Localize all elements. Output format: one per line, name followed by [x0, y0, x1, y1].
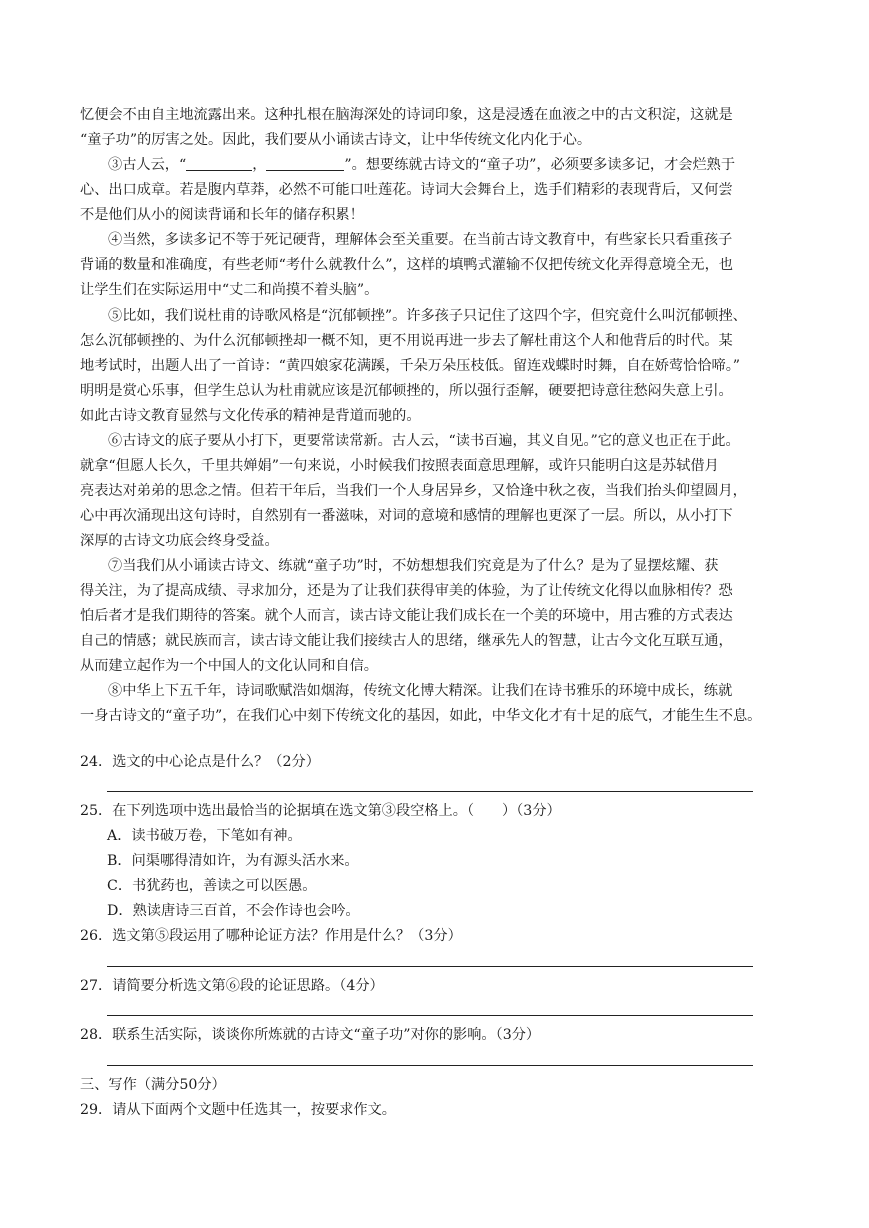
passage-line: 怕后者才是我们期待的答案。就个人而言，读古诗文能让我们成长在一个美的环境中，用古雅的方式表达 — [80, 608, 733, 624]
answer-line-27[interactable] — [107, 1015, 753, 1016]
passage-line: 如此古诗文教育显然与文化传承的精神是背道而驰的。 — [80, 408, 421, 424]
passage-line: ⑥古诗文的底子要从小打下，更要常读常新。古人云，“读书百遍，其义自见。”它的意义也正在于此。 — [108, 433, 740, 449]
passage-text: ③古人云，“ — [108, 157, 187, 173]
passage-line: 从而建立起作为一个中国人的文化认同和自信。 — [80, 658, 378, 674]
section-title-writing: 三、写作（满分50分） — [80, 1077, 226, 1093]
passage-line: 自己的情感；就民族而言，读古诗文能让我们接续古人的思绪，继承先人的智慧，让古今文化互联互通， — [80, 633, 733, 649]
passage-line: 不是他们从小的阅读背诵和长年的储存积累！ — [80, 207, 364, 223]
option-c: C．书犹药也，善读之可以医愚。 — [107, 878, 317, 894]
passage-text: ”。想要练就古诗文的“童子功”，必须要多读多记，才会烂熟于 — [344, 157, 736, 173]
passage-line: 就拿“但愿人长久，千里共婵娟”一句来说，小时候我们按照表面意思理解，或许只能明白这是苏轼借月 — [80, 458, 719, 474]
passage-line: 让学生们在实际运用中“丈二和尚摸不着头脑”。 — [80, 282, 379, 298]
passage-line: 怎么沉郁顿挫的、为什么沉郁顿挫却一概不知，更不用说再进一步去了解杜甫这个人和他背后的时代。某 — [80, 333, 733, 349]
question-24: 24．选文的中心论点是什么？（2分） — [80, 754, 320, 770]
option-a: A．读书破万卷，下笔如有神。 — [107, 828, 302, 844]
fill-blank-2[interactable] — [266, 155, 344, 171]
option-d: D．熟读唐诗三百首，不会作诗也会吟。 — [107, 903, 360, 919]
passage-line: 深厚的古诗文功底会终身受益。 — [80, 533, 279, 549]
passage-line: 背诵的数量和准确度，有些老师“考什么就教什么”，这样的填鸭式灌输不仅把传统文化弄得意境全无，也 — [80, 257, 733, 273]
question-25 — [80, 801, 790, 823]
passage-line: “童子功”的厉害之处。因此，我们要从小诵读古诗文，让中华传统文化内化于心。 — [80, 132, 592, 148]
passage-line: 心、出口成章。若是腹内草莽，必然不可能口吐莲花。诗词大会舞台上，选手们精彩的表现背后，又何尝 — [80, 182, 733, 198]
passage-text: ， — [252, 157, 267, 173]
question-29: 29．请从下面两个文题中任选其一，按要求作文。 — [80, 1102, 396, 1118]
passage-line: ⑦当我们从小诵读古诗文、练就“童子功”时，不妨想想我们究竟是为了什么？是为了显摆炫耀、获 — [108, 558, 719, 574]
fill-blank-1[interactable] — [186, 155, 252, 171]
passage-line: 忆便会不由自主地流露出来。这种扎根在脑海深处的诗词印象，这是浸透在血液之中的古文积淀，这就是 — [80, 107, 733, 123]
question-text: 25．在下列选项中选出最恰当的论据填在选文第③段空格上。（ — [80, 803, 475, 819]
answer-line-24[interactable] — [107, 791, 753, 792]
question-28: 28．联系生活实际，谈谈你所炼就的古诗文“童子功”对你的影响。（3分） — [80, 1027, 541, 1043]
passage-line: 得关注，为了提高成绩、寻求加分，还是为了让我们获得审美的体验，为了让传统文化得以血脉相传？恐 — [80, 583, 733, 599]
question-27: 27．请简要分析选文第⑥段的论证思路。（4分） — [80, 978, 384, 994]
passage-line: ⑧中华上下五千年，诗词歌赋浩如烟海，传统文化博大精深。让我们在诗书雅乐的环境中成长，练就 — [108, 683, 733, 699]
answer-line-28[interactable] — [107, 1065, 753, 1066]
answer-line-26[interactable] — [107, 966, 753, 967]
question-26: 26．选文第⑤段运用了哪种论证方法？作用是什么？（3分） — [80, 928, 462, 944]
passage-line: 地考试时，出题人出了一首诗：“黄四娘家花满蹊，千朵万朵压枝低。留连戏蝶时时舞，自在娇莺恰恰啼。” — [80, 358, 741, 374]
passage-line: 一身古诗文的“童子功”，在我们心中刻下传统文化的基因，如此，中华文化才有十足的底气，才能生生不息。 — [80, 708, 762, 724]
passage-line: 亮表达对弟弟的思念之情。但若干年后，当我们一个人身居异乡，又恰逢中秋之夜，当我们抬头仰望圆月， — [80, 483, 747, 499]
option-b: B．问渠哪得清如许，为有源头活水来。 — [107, 853, 359, 869]
passage-line — [108, 155, 790, 177]
passage-line: 明明是赏心乐事，但学生总认为杜甫就应该是沉郁顿挫的，所以强行歪解，硬要把诗意往愁闷失意上引。 — [80, 383, 733, 399]
passage-line: ⑤比如，我们说杜甫的诗歌风格是“沉郁顿挫”。许多孩子只记住了这四个字，但究竟什么叫沉郁顿挫、 — [108, 308, 747, 324]
passage-line: ④当然，多读多记不等于死记硬背，理解体会至关重要。在当前古诗文教育中，有些家长只看重孩子 — [108, 232, 733, 248]
question-text: ）（3分） — [502, 803, 561, 819]
passage-line: 心中再次涌现出这句诗时，自然别有一番滋味，对词的意境和感情的理解也更深了一层。所以，从小打下 — [80, 508, 733, 524]
